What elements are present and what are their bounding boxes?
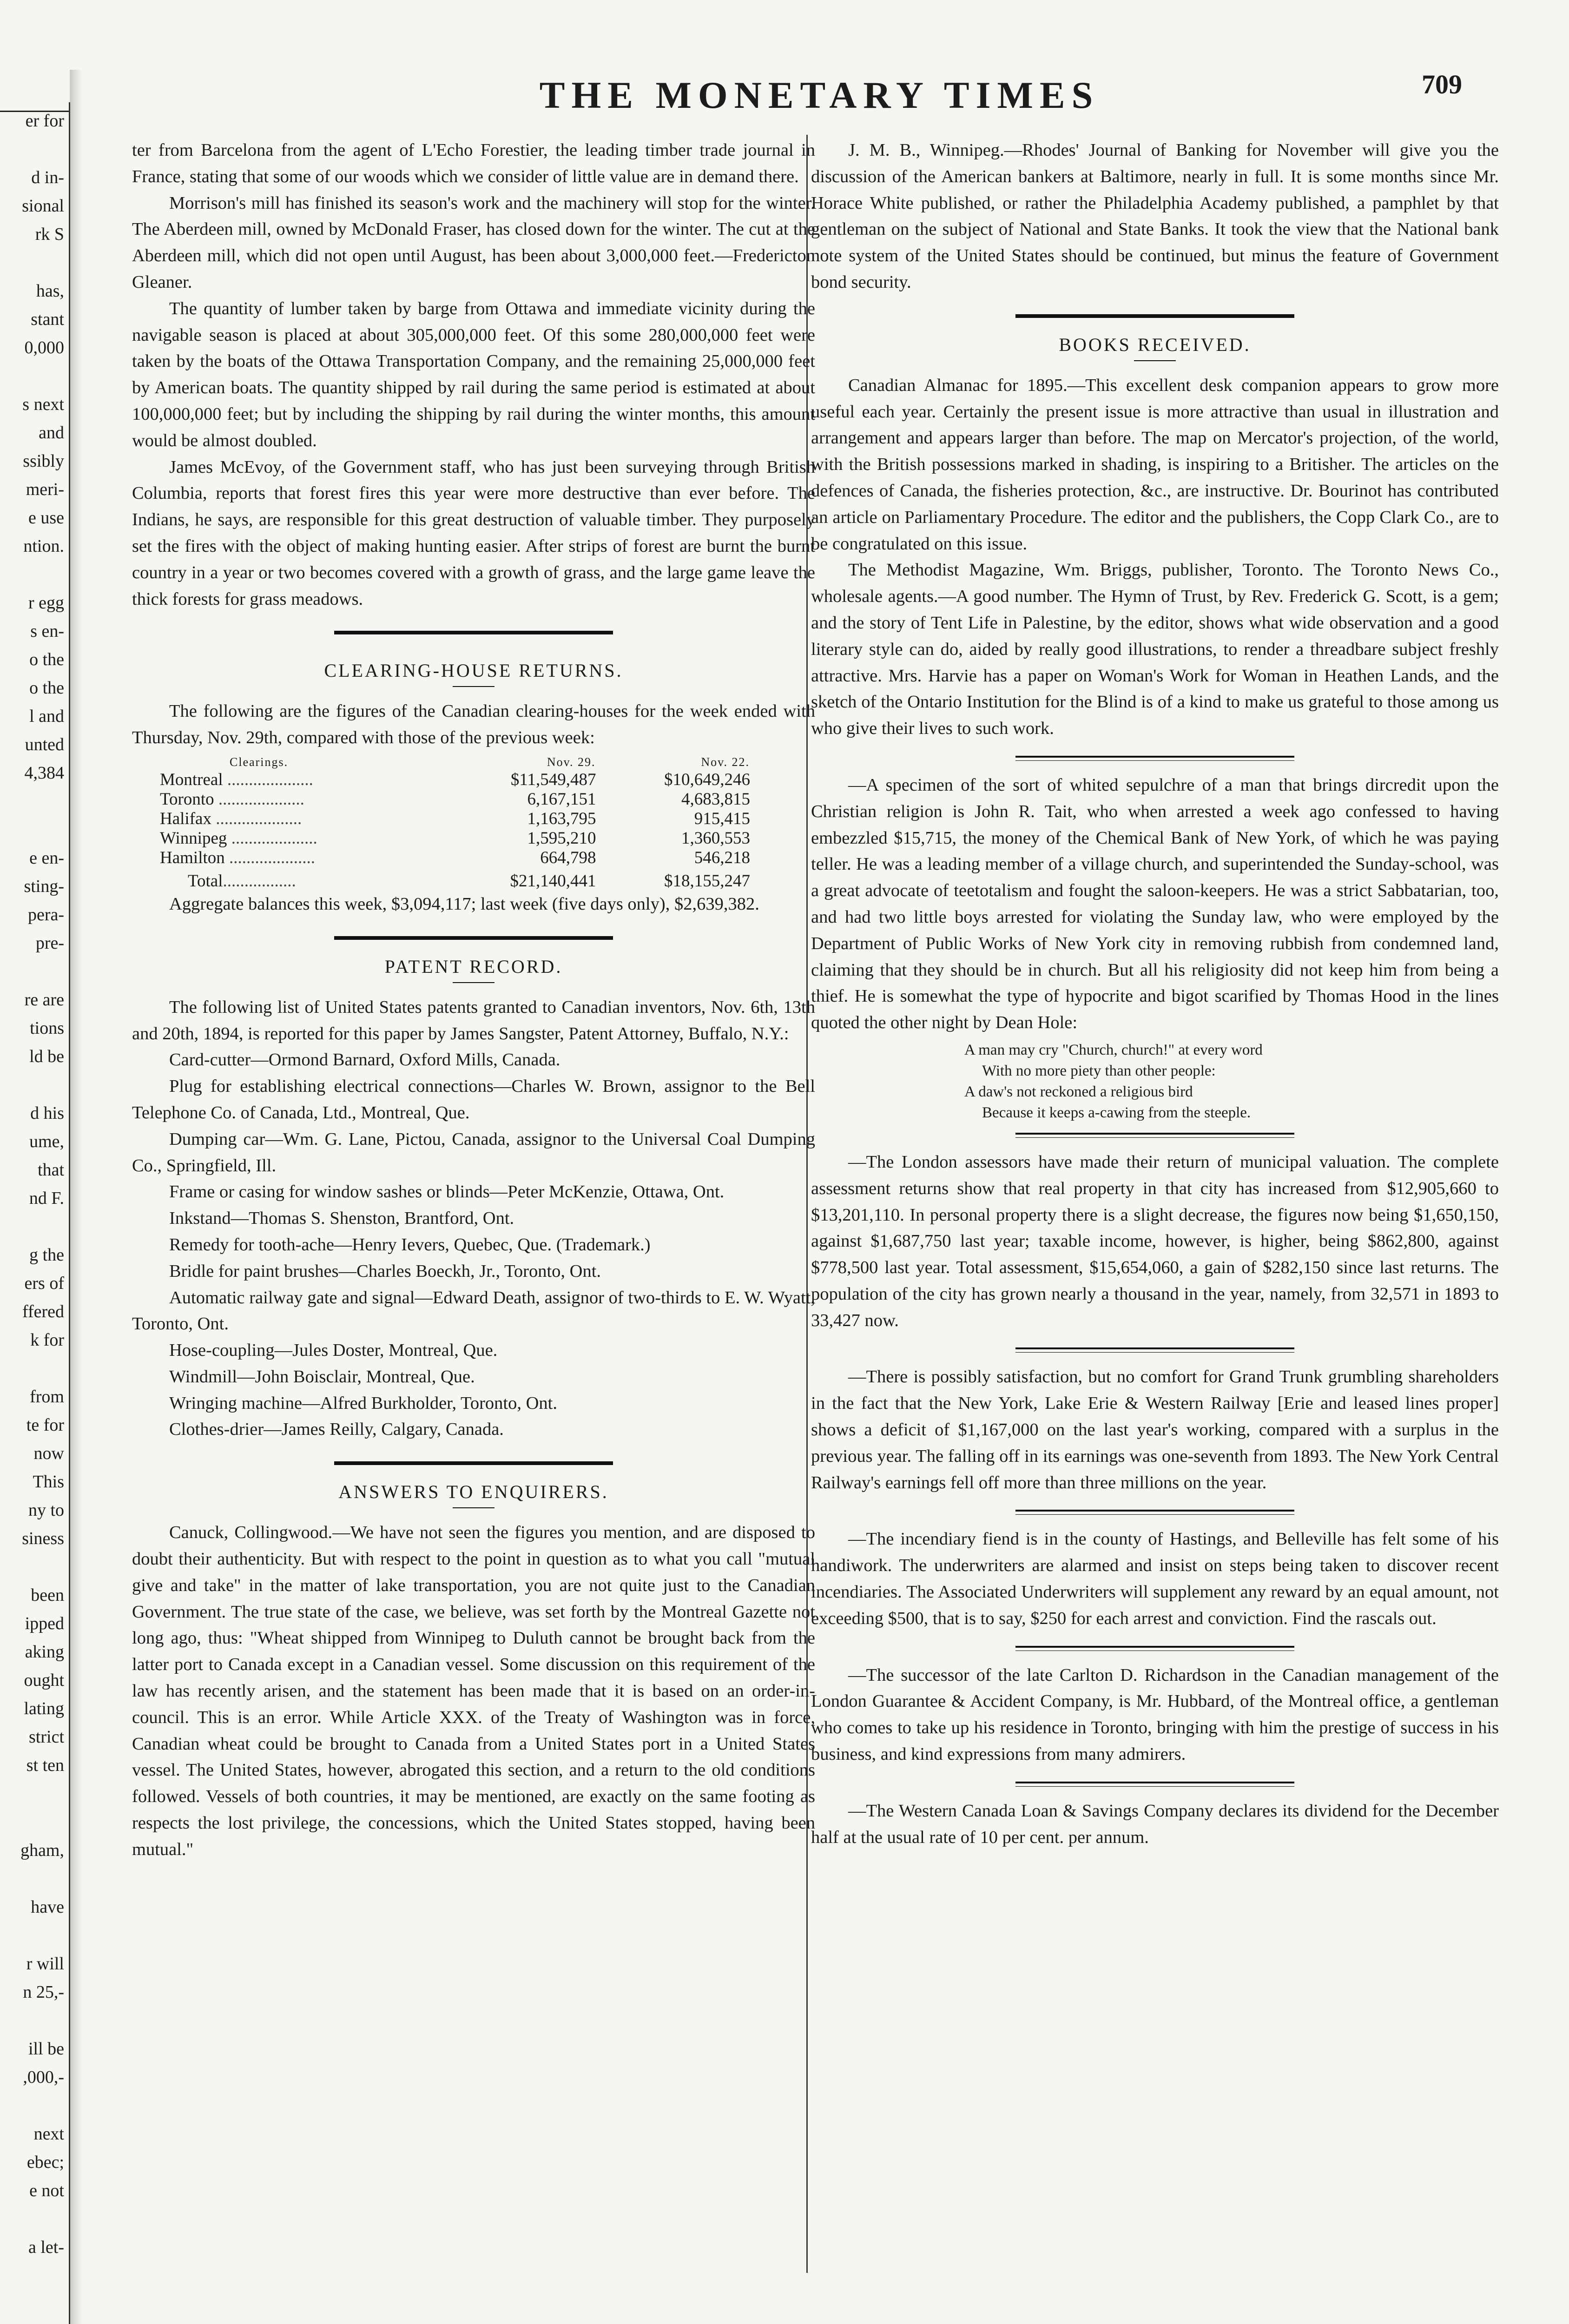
- margin-fragment: e en-: [29, 848, 64, 868]
- margin-fragment: from: [30, 1387, 64, 1406]
- margin-fragment: [0, 2092, 70, 2120]
- masthead: [70, 65, 1569, 116]
- margin-fragment: [0, 1808, 70, 1836]
- margin-fragment: d his: [30, 1103, 64, 1123]
- tait-article: —A specimen of the sort of whited sepulchre of a man that brings dircredit upon the Christian religion is John R. Tait, who when arrested a week ago confessed to having embezzled $15,715, the money of the Chemical Bank of New York, of which he was paying teller. He was a leading member of a village church, and superintended the Sunday-school, was a great advocate of teetotalism and fought the saloon-keepers. He was a strict Sabbatarian, too, and had two little boys arrested for violating the Sunday law, who were employed by the Department of Public Works of New York city in removing rubbish from condemned land, claiming that they should be in church. But all his religiosity did not keep him from being a thief. He is somewhat the type of hypocrite and bigot scarified by Thomas Hood in the lines quoted the other night by Dean Hole:: [811, 775, 1499, 1033]
- london-assessment-article: —The London assessors have made their return of municipal valuation. The complete assessment returns show that real property in that city has increased from $12,905,660 to $13,201,110. In personal property there is a slight decrease, the figures now being $1,650,150, against $1,687,750 last year; taxable income, however, is higher, being $862,800, against $778,500 last year. Total assessment, $15,654,060, a gain of $282,150 since last returns. The population of the city has grown nearly a thousand in the year, namely, from 32,571 in 1893 to 33,427 now.: [811, 1152, 1499, 1330]
- margin-fragment: st ten: [26, 1756, 64, 1775]
- margin-fragment: ,000,-: [23, 2067, 64, 2087]
- article-paragraph: Morrison's mill has finished its season's work and the machinery will stop for the winter. The Aberdeen mill, owned by McDonald Fraser, has closed down for the winter. The cut at the Aberdeen mill, which did not open until August, has been about 3,000,000 feet.—Fredericton Gleaner.: [132, 193, 815, 292]
- aggregate-balances: Aggregate balances this week, $3,094,117; last week (five days only), $2,639,382.: [169, 894, 759, 914]
- western-canada-article: —The Western Canada Loan & Savings Company declares its dividend for the December half at the usual rate of 10 per cent. per annum.: [811, 1801, 1499, 1847]
- margin-fragment: s en-: [30, 621, 64, 641]
- margin-fragment: n 25,-: [23, 1982, 64, 2002]
- methodist-review: The Methodist Magazine, Wm. Briggs, publisher, Toronto. The Toronto News Co., wholesale agents.—A good number. The Hymn of Trust, by Rev. Frederick G. Scott, is a gem; and the story of Tent Life in Palestine, by the editor, shows what wide observation and a good literary style can do, aided by really good illustrations, to render a threadbare subject freshly attractive. Mrs. Harvie has a paper on Woman's Work for Woman in Heathen Lands, and the sketch of the Ontario Institution for the Blind is of a kind to make us grateful to those among us who give their lives to such work.: [811, 560, 1499, 739]
- city-name: Toronto: [160, 789, 214, 809]
- margin-fragment: e use: [28, 508, 64, 528]
- margin-fragment: ssibly: [23, 451, 64, 471]
- section-rule: [334, 1461, 613, 1465]
- margin-fragment: ntion.: [23, 536, 64, 556]
- patent-item: Wringing machine—Alfred Burkholder, Toronto, Ont.: [169, 1393, 557, 1413]
- margin-fragment: [0, 2205, 70, 2233]
- margin-fragment: ipped: [25, 1614, 64, 1633]
- adjacent-page-margin: [0, 107, 70, 2262]
- margin-fragment: [0, 1865, 70, 1893]
- patent-item: Bridle for paint brushes—Charles Boeckh, Jr., Toronto, Ont.: [169, 1261, 601, 1281]
- margin-fragment: This: [33, 1472, 64, 1492]
- patent-item: Card-cutter—Ormond Barnard, Oxford Mills, Canada.: [169, 1050, 560, 1070]
- article-paragraph: The quantity of lumber taken by barge from Ottawa and immediate vicinity during the navigable season is placed at about 305,000,000 feet. Of this some 280,000,000 feet were taken by the boats of the Ottawa Transportation Company, and the remaining 25,000,000 feet by American boats. The quantity shipped by rail during the same period is estimated at about 100,000,000 feet; but by including the shipping by rail during the winter months, this amount would be almost doubled.: [132, 298, 815, 450]
- margin-fragment: a let-: [28, 2238, 64, 2257]
- total-label: Total: [188, 871, 223, 891]
- margin-fragment: 4,384: [24, 763, 64, 783]
- clearing-nov22: 915,415: [694, 809, 750, 828]
- heading-underline: [453, 1507, 494, 1508]
- clearing-intro: The following are the figures of the Canadian clearing-houses for the week ended with Thursday, Nov. 29th, compared with those of the previous week:: [132, 701, 815, 748]
- margin-fragment: s next: [22, 395, 64, 414]
- margin-fragment: [0, 1553, 70, 1581]
- quoted-verse: [964, 1040, 1499, 1123]
- margin-fragment: e not: [29, 2181, 64, 2200]
- clearing-nov29: 664,798: [540, 848, 596, 867]
- section-rule: [1015, 314, 1294, 318]
- margin-fragment: been: [31, 1585, 64, 1605]
- almanac-review: Canadian Almanac for 1895.—This excellent desk companion appears to grow more useful each year. Certainly the present issue is more attractive than usual in illustration and arrangement and appears larger than before. The map on Mercator's projection, of the world, with the British possessions marked in shading, is inspiring to a Britisher. The articles on the defences of Canada, the fisheries protection, &c., are instructive. Dr. Bourinot has contributed an article on Parliamentary Procedure. The editor and the publishers, the Copp Clark Co., are to be congratulated on this issue.: [811, 375, 1499, 554]
- margin-fragment: r egg: [28, 593, 64, 613]
- margin-fragment: [0, 362, 70, 390]
- clearings-col-label: Clearings.: [230, 755, 289, 769]
- margin-fragment: o the: [29, 678, 64, 698]
- margin-fragment: [0, 561, 70, 589]
- city-name: Halifax: [160, 809, 211, 828]
- margin-fragment: d in-: [31, 168, 64, 187]
- margin-fragment: te for: [26, 1415, 64, 1435]
- margin-fragment: ume,: [29, 1132, 64, 1151]
- total-nov29: $21,140,441: [510, 871, 596, 891]
- margin-fragment: ill be: [28, 2039, 64, 2059]
- clearing-nov22: $10,649,246: [664, 770, 750, 789]
- heading-underline: [453, 686, 494, 687]
- margin-fragment: [0, 957, 70, 986]
- section-rule: [1015, 1347, 1294, 1353]
- clearing-row: Halifax .................... 1,163,795 915,415: [160, 809, 750, 828]
- margin-fragment: stant: [31, 310, 64, 329]
- patent-item: Inkstand—Thomas S. Shenston, Brantford, Ont.: [169, 1208, 514, 1228]
- margin-fragment: rk S: [35, 224, 64, 244]
- clearing-house-heading: CLEARING-HOUSE RETURNS.: [324, 660, 623, 681]
- margin-fragment: k for: [30, 1330, 64, 1350]
- clearing-nov29: 6,167,151: [527, 789, 596, 809]
- margin-fragment: ers of: [24, 1274, 64, 1293]
- jmb-answer: J. M. B., Winnipeg.—Rhodes' Journal of Banking for November will give you the discussion of the American bankers at Baltimore, nearly in full. It is some months since Mr. Horace White published, or rather the Philadelphia Academy published, a pamphlet by that gentleman on the subject of National and State Banks. It took the view that the National bank note system of the United States should be continued, but minus the feature of Government bond security.: [811, 140, 1499, 292]
- clearing-row: Montreal .................... $11,549,487 $10,649,246: [160, 770, 750, 789]
- margin-fragment: g the: [29, 1245, 64, 1265]
- margin-fragment: er for: [25, 111, 64, 131]
- patent-item: Automatic railway gate and signal—Edward Death, assignor of two-thirds to E. W. Wyatt, Toronto, Ont.: [132, 1287, 815, 1334]
- margin-fragment: strict: [29, 1727, 64, 1747]
- margin-fragment: [0, 816, 70, 844]
- grand-trunk-article: —There is possibly satisfaction, but no comfort for Grand Trunk grumbling shareholders in the fact that the New York, Lake Erie & Western Railway [Erie and leased lines proper] shows a deficit of $1,167,000 on the last year's working, compared with a surplus in the previous year. The falling off in its earnings was one-seventh from 1893. The New York Central Railway's earnings fell off more than three millions on the year.: [811, 1367, 1499, 1492]
- margin-fragment: sional: [22, 196, 64, 216]
- margin-fragment: lating: [24, 1699, 64, 1718]
- margin-fragment: tions: [30, 1018, 64, 1038]
- clearing-row: Toronto .................... 6,167,151 4,683,815: [160, 789, 750, 809]
- margin-fragment: siness: [22, 1529, 64, 1548]
- col-nov22: Nov. 22.: [701, 755, 750, 769]
- margin-fragment: [0, 1780, 70, 1808]
- heading-underline: [1134, 360, 1176, 361]
- margin-fragment: has,: [36, 281, 64, 301]
- margin-fragment: o the: [29, 650, 64, 669]
- col-nov29: Nov. 29.: [547, 755, 596, 769]
- margin-fragment: [0, 787, 70, 816]
- section-rule: [1015, 756, 1294, 761]
- patent-record-heading: PATENT RECORD.: [384, 956, 563, 977]
- heading-underline: [453, 982, 494, 983]
- section-rule: [1015, 1646, 1294, 1651]
- margin-fragment: next: [33, 2124, 64, 2144]
- answers-heading: ANSWERS TO ENQUIRERS.: [338, 1481, 609, 1503]
- margin-fragment: have: [31, 1897, 64, 1917]
- patent-item: Remedy for tooth-ache—Henry Ievers, Quebec, Que. (Trademark.): [169, 1235, 651, 1254]
- patent-item: Plug for establishing electrical connections—Charles W. Brown, assignor to the Bell Telephone Co. of Canada, Ltd., Montreal, Que.: [132, 1076, 815, 1122]
- patent-item: Windmill—John Boisclair, Montreal, Que.: [169, 1367, 475, 1386]
- article-paragraph: ter from Barcelona from the agent of L'Echo Forestier, the leading timber trade journal in France, stating that some of our woods which we consider of little value are in demand there.: [132, 140, 815, 186]
- margin-fragment: and: [39, 423, 64, 442]
- margin-fragment: ffered: [22, 1302, 64, 1321]
- richardson-article: —The successor of the late Carlton D. Richardson in the Canadian management of the London Guarantee & Accident Company, is Mr. Hubbard, of the Montreal office, a gentleman who comes to take up his residence in Toronto, bringing with him the prestige of success in his business, and kind expressions from many admirers.: [811, 1665, 1499, 1764]
- clearing-nov29: $11,549,487: [510, 770, 596, 789]
- margin-fragment: gham,: [20, 1841, 64, 1860]
- verse-line: A daw's not reckoned a religious bird: [964, 1083, 1193, 1100]
- city-name: Montreal: [160, 770, 223, 789]
- margin-fragment: unted: [25, 735, 64, 754]
- patent-item: Hose-coupling—Jules Doster, Montreal, Que.: [169, 1340, 498, 1360]
- margin-fragment: r will: [26, 1954, 64, 1974]
- right-column: [811, 137, 1499, 1850]
- margin-fragment: ought: [24, 1670, 64, 1690]
- binding-shadow: [70, 70, 82, 2324]
- clearing-row: Winnipeg .................... 1,595,210 1,360,553: [160, 828, 750, 848]
- margin-fragment: [0, 249, 70, 277]
- verse-line: With no more piety than other people:: [982, 1062, 1216, 1079]
- margin-fragment: 0,000: [24, 338, 64, 357]
- margin-fragment: meri-: [26, 480, 64, 499]
- article-paragraph: James McEvoy, of the Government staff, who has just been surveying through British Columbia, reports that forest fires this year were more destructive than ever before. The Indians, he says, are responsible for this great destruction of valuable timber. They purposely set the fires with the object of making hunting easier. After strips of forest are burnt the burnt country in a year or two becomes covered with a growth of grass, and the large game leave the thick forests for grass meadows.: [132, 457, 815, 609]
- margin-fragment: [0, 2007, 70, 2035]
- left-column: [132, 137, 815, 1863]
- margin-fragment: ld be: [29, 1047, 64, 1066]
- answers-text: Canuck, Collingwood.—We have not seen the figures you mention, and are disposed to doubt their authenticity. But with respect to the point in question as to what you call "mutual give and take" in the matter of lake transportation, you are not quite just to the Canadian Government. The true state of the case, we believe, was set forth by the Montreal Gazette not long ago, thus: "Wheat shipped from Winnipeg to Duluth cannot be brought back from the latter port to Canada except in a Canadian vessel. Some discussion on this requirement of the law has recently arisen, and the statement has been made that it is based on an order-in-council. This is an error. While Article XXX. of the Treaty of Washington was in force, Canadian wheat could be brought to Canada from a United States port in a United States vessel. The United States, however, abrogated this section, and a return to the old conditions followed. Vessels of both countries, it may be mentioned, are exactly on the same footing as respects the lost privilege, the concessions, which the United States stopped, having been mutual.": [132, 1523, 815, 1859]
- margin-fragment: aking: [25, 1642, 64, 1662]
- verse-line: A man may cry "Church, church!" at every word: [964, 1041, 1263, 1058]
- margin-fragment: ny to: [28, 1500, 64, 1520]
- margin-fragment: sting-: [24, 877, 64, 896]
- margin-fragment: nd F.: [29, 1188, 64, 1208]
- section-rule: [1015, 1510, 1294, 1515]
- clearing-nov29: 1,163,795: [527, 809, 596, 828]
- clearing-nov22: 546,218: [694, 848, 750, 867]
- clearing-nov22: 1,360,553: [681, 828, 750, 848]
- patent-item: Dumping car—Wm. G. Lane, Pictou, Canada, assignor to the Universal Coal Dumping Co., Springfield, Ill.: [132, 1129, 815, 1175]
- verse-line: Because it keeps a-cawing from the steeple.: [982, 1104, 1251, 1121]
- margin-fragment: now: [33, 1444, 64, 1463]
- incendiary-article: —The incendiary fiend is in the county of Hastings, and Belleville has felt some of his handiwork. The underwriters are alarmed and insist on steps being taken to discover recent incendiaries. The Associated Underwriters will supplement any reward by an equal amount, not exceeding $500, that is to say, $250 for each arrest and conviction. Find the rascals out.: [811, 1529, 1499, 1628]
- clearing-table: Clearings. Nov. 29. Nov. 22. Montreal .................... $11,549,487 $10,649,246 Toronto .................... 6,167,151 4,683,815 Halifax .................... 1,163,795 915,415 Winnipeg .................... 1,595,210 1,360,553 Hamilton .................... 664,798 546,218 Total................. $21,140,441 $18,155,247: [160, 755, 750, 891]
- margin-fragment: [0, 1213, 70, 1241]
- margin-fragment: pre-: [35, 933, 64, 953]
- patent-intro: The following list of United States patents granted to Canadian inventors, Nov. 6th, 13th and 20th, 1894, is reported for this paper by James Sangster, Patent Attorney, Buffalo, N.Y.:: [132, 997, 815, 1043]
- clearing-row: Hamilton .................... 664,798 546,218: [160, 848, 750, 867]
- margin-fragment: l and: [29, 706, 64, 726]
- section-rule: [1015, 1133, 1294, 1138]
- section-rule: [334, 936, 613, 940]
- margin-fragment: [0, 135, 70, 164]
- books-received-heading: BOOKS RECEIVED.: [1059, 334, 1251, 355]
- newspaper-title: THE MONETARY TIMES: [539, 74, 1100, 116]
- city-name: Hamilton: [160, 848, 225, 867]
- section-rule: [1015, 1782, 1294, 1787]
- margin-fragment: ebec;: [26, 2152, 64, 2172]
- clearing-nov22: 4,683,815: [681, 789, 750, 809]
- margin-fragment: [0, 1354, 70, 1383]
- patent-item: Clothes-drier—James Reilly, Calgary, Canada.: [169, 1419, 504, 1439]
- city-name: Winnipeg: [160, 828, 227, 848]
- clearing-nov29: 1,595,210: [527, 828, 596, 848]
- margin-fragment: [0, 1071, 70, 1099]
- margin-fragment: [0, 1921, 70, 1950]
- margin-fragment: re are: [24, 990, 64, 1010]
- margin-fragment: that: [38, 1160, 64, 1180]
- margin-fragment: pera-: [27, 905, 64, 924]
- patent-item: Frame or casing for window sashes or blinds—Peter McKenzie, Ottawa, Ont.: [169, 1182, 725, 1202]
- section-rule: [334, 631, 613, 634]
- page-number: 709: [1422, 69, 1462, 99]
- total-nov22: $18,155,247: [664, 871, 750, 891]
